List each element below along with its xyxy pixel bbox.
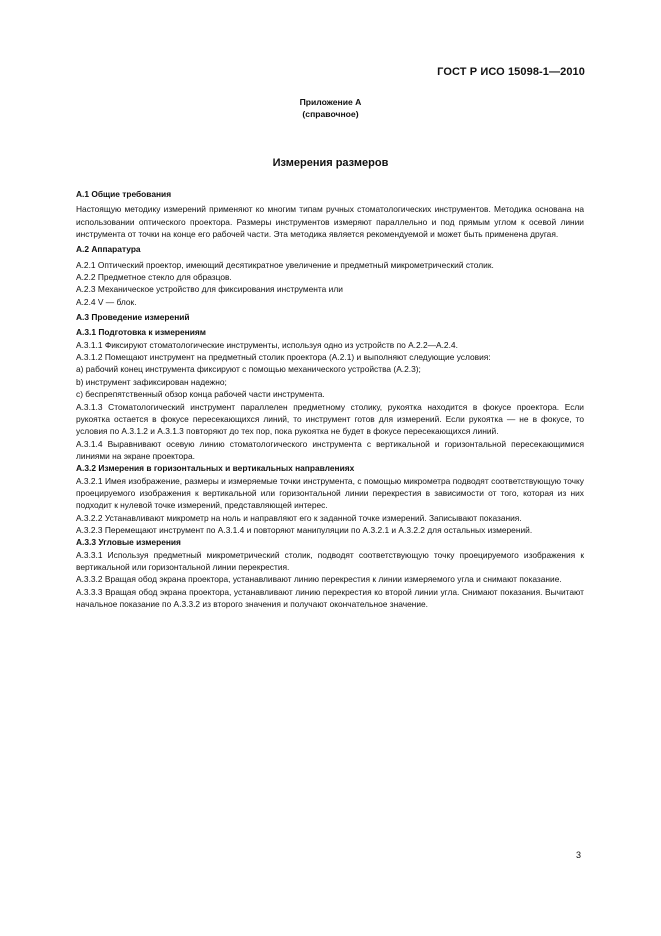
paragraph-a313: А.3.1.3 Стоматологический инструмент параллелен предметному столику, рукоятка находится в фокусе проектора. Если рукоятка остается в фокусе пересекающихся линий, то инструмент готов для измерений. Если рукоятка — не в фокусе, то условия по А.3.1.2 и А.3.1.3 повторяют до тех пор, пока рукоятка не будет в фокусе пересекающихся линий. (76, 401, 584, 437)
section-heading-a1: А.1 Общие требования (76, 189, 172, 199)
paragraph-a333: А.3.3.3 Вращая обод экрана проектора, устанавливают линию перекрестия ко второй линии угла. Снимают показания. Вычитают начальное показание по А.3.3.2 из второго значения и получают окончательное значение. (76, 586, 584, 609)
list-item-a: а) рабочий конец инструмента фиксируют с помощью механического устройства (А.2.3); (76, 364, 421, 375)
paragraph-a332: А.3.3.2 Вращая обод экрана проектора, устанавливают линию перекрестия к линии измеряемого угла и снимают показание. (76, 574, 562, 585)
section-heading-a3: А.3 Проведение измерений (76, 312, 190, 323)
annex-type: (справочное) (302, 109, 359, 119)
section-heading-a33: А.3.3 Угловые измерения (76, 537, 181, 548)
paragraph-a1: Настоящую методику измерений применяют ко многим типам ручных стоматологических инструментов. Методика основана на использовании оптического проектора. Размеры инструментов измеряют параллельно и под прямым углом к осевой линии инструмента от точки на конце его рабочей части. Эта методика является рекомендуемой и может быть применена другая. (76, 204, 584, 240)
document-body (76, 188, 584, 610)
paragraph-a2-3: А.2.3 Механическое устройство для фиксирования инструмента или (76, 284, 343, 295)
annex-label: Приложение А (299, 97, 362, 107)
paragraph-a312: А.3.1.2 Помещают инструмент на предметный столик проектора (А.2.1) и выполняют следующие условия: (76, 352, 491, 363)
section-heading-a2: А.2 Аппаратура (76, 244, 141, 255)
page-number: 3 (575, 850, 581, 860)
annex-heading (0, 96, 661, 120)
section-heading-a32: А.3.2 Измерения в горизонтальных и вертикальных направлениях (76, 463, 355, 474)
list-item-b: b) инструмент зафиксирован надежно; (76, 376, 227, 387)
paragraph-a311: А.3.1.1 Фиксируют стоматологические инструменты, используя одно из устройств по А.2.2—А.2.4. (76, 339, 458, 350)
section-heading-a31: А.3.1 Подготовка к измерениям (76, 327, 206, 338)
standard-number: ГОСТ Р ИСО 15098-1—2010 (437, 66, 585, 78)
paragraph-a323: А.3.2.3 Перемещают инструмент по А.3.1.4 и повторяют манипуляции по А.3.2.1 и А.3.2.2 для остальных измерений. (76, 524, 533, 535)
paragraph-a2-1: А.2.1 Оптический проектор, имеющий десятикратное увеличение и предметный микрометрический столик. (76, 259, 494, 270)
paragraph-a331: А.3.3.1 Используя предметный микрометрический столик, подводят соответствующую точку проецируемого изображения к вертикальной или горизонтальной линии перекрестия. (76, 549, 584, 572)
paragraph-a322: А.3.2.2 Устанавливают микрометр на ноль и направляют его к заданной точке измерений. Записывают показания. (76, 512, 522, 523)
paragraph-a314: А.3.1.4 Выравнивают осевую линию стоматологического инструмента с вертикальной и горизонтальной пересекающимися линиями на экране проектора. (76, 438, 584, 461)
paragraph-a2-4: А.2.4 V — блок. (76, 296, 137, 307)
paragraph-a2-2: А.2.2 Предметное стекло для образцов. (76, 272, 232, 283)
annex-title: Измерения размеров (272, 157, 389, 169)
list-item-c: c) беспрепятственный обзор конца рабочей части инструмента. (76, 389, 325, 400)
paragraph-a321: А.3.2.1 Имея изображение, размеры и измеряемые точки инструмента, с помощью микрометра подводят соответствующую точку проецируемого изображения к вертикальной или горизонтальной линии перекрестия в зависимости от того, которая из них подходит к нулевой точке измерений, представляющей интерес. (76, 475, 584, 511)
